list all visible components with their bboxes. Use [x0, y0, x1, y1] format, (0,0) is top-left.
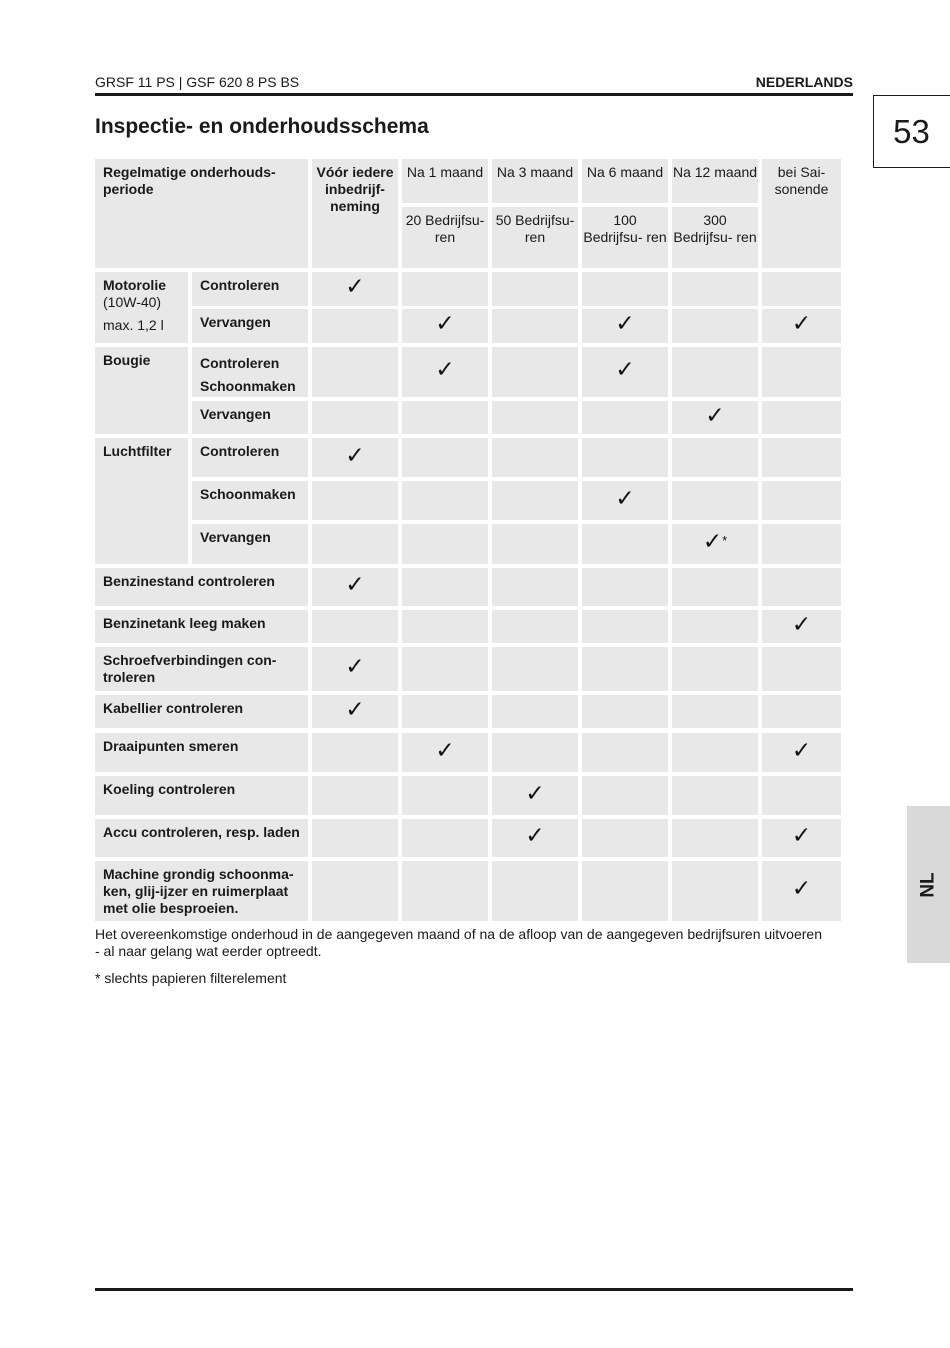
schedule-cell: [582, 438, 668, 477]
schedule-cell: [492, 647, 578, 691]
row-action-label: Koeling controleren: [95, 776, 308, 815]
group-motoroil-qty: max. 1,2 l: [103, 317, 164, 333]
schedule-cell: [492, 309, 578, 343]
row-action-label: Controleren: [192, 272, 308, 306]
group-motoroil: [95, 272, 188, 343]
row-action-label: Benzinestand controleren: [95, 568, 308, 606]
check-mark-icon: ✓: [345, 653, 365, 679]
schedule-cell: [402, 481, 488, 520]
schedule-cell: [492, 610, 578, 643]
schedule-cell: [582, 861, 668, 921]
header-hours-20: 20 Bedrijfsu- ren: [402, 207, 488, 268]
schedule-cell: [672, 438, 758, 477]
schedule-cell: [582, 272, 668, 306]
schedule-cell: [492, 524, 578, 564]
schedule-cell: [672, 568, 758, 606]
schedule-cell: [492, 861, 578, 921]
footnote-instruction: Het overeenkomstige onderhoud in de aangegeven maand of na de afloop van de aangegeven bedrijfsuren uitvoeren: [95, 926, 822, 942]
footnote-asterisk: * slechts papieren filterelement: [95, 970, 287, 986]
row-action-label: Draaipunten smeren: [95, 733, 308, 772]
page-title: Inspectie- en onderhoudsschema: [95, 115, 429, 138]
footer-rule: [95, 1288, 853, 1291]
schedule-cell: [492, 695, 578, 728]
schedule-cell: [312, 776, 398, 815]
header-rule: [95, 93, 853, 96]
row-action-label: Benzinetank leeg maken: [95, 610, 308, 643]
schedule-cell: [672, 347, 758, 397]
schedule-cell: [402, 610, 488, 643]
schedule-cell: [672, 309, 758, 343]
schedule-cell: [492, 481, 578, 520]
footnote-instruction-cont: - al naar gelang wat eerder optreedt.: [95, 943, 322, 959]
schedule-cell: [402, 438, 488, 477]
group-spark-plug: Bougie: [95, 347, 188, 434]
header-hours-100: 100 Bedrijfsu- ren: [582, 207, 668, 268]
schedule-cell: [402, 647, 488, 691]
schedule-cell: [672, 610, 758, 643]
schedule-cell: [762, 524, 841, 564]
header-month-12: Na 12 maand: [672, 159, 758, 203]
schedule-cell: [402, 861, 488, 921]
schedule-cell: [402, 776, 488, 815]
group-air-filter: Luchtfilter: [95, 438, 188, 564]
row-action-label: Accu controleren, resp. laden: [95, 819, 308, 857]
schedule-cell: [312, 481, 398, 520]
check-mark-icon: ✓: [525, 822, 545, 848]
schedule-cell: [492, 733, 578, 772]
schedule-cell: [492, 272, 578, 306]
group-motoroil-name: Motorolie: [103, 277, 166, 293]
schedule-cell: [492, 401, 578, 434]
schedule-cell: [762, 568, 841, 606]
schedule-cell: [402, 568, 488, 606]
check-mark-icon: ✓: [791, 610, 812, 637]
row-action-label: Vervangen: [192, 309, 308, 343]
language-tab-label: NL: [917, 871, 939, 898]
header-month-3: Na 3 maand: [492, 159, 578, 203]
schedule-cell: [762, 776, 841, 815]
schedule-cell: [672, 481, 758, 520]
schedule-cell: [672, 695, 758, 728]
schedule-cell: [312, 610, 398, 643]
schedule-cell: [582, 568, 668, 606]
schedule-cell: [582, 610, 668, 643]
schedule-cell: [582, 733, 668, 772]
check-mark-icon: ✓: [791, 310, 812, 336]
schedule-cell: [582, 695, 668, 728]
schedule-cell: [582, 401, 668, 434]
row-action-label: Machine grondig schoonma- ken, glij-ijzer en ruimerplaat met olie besproeien.: [95, 861, 308, 921]
check-mark-icon: ✓: [791, 875, 812, 901]
header-month-1: Na 1 maand: [402, 159, 488, 203]
footnote-asterisk-mark: *: [722, 533, 728, 548]
check-mark-icon: ✓: [615, 310, 635, 336]
row-action-label: Vervangen: [192, 401, 308, 434]
row-action-label: Schroefverbindingen con- troleren: [95, 647, 308, 691]
schedule-cell: [402, 819, 488, 857]
check-mark-icon: ✓: [345, 571, 365, 597]
check-mark-icon: ✓: [615, 356, 635, 382]
schedule-cell: [762, 695, 841, 728]
group-motoroil-spec: (10W-40): [103, 294, 162, 310]
check-mark-icon: ✓: [525, 779, 545, 806]
schedule-cell: [402, 272, 488, 306]
schedule-cell: [402, 524, 488, 564]
header-before-each-use: Vóór iedere inbedrijf- neming: [312, 159, 398, 268]
check-mark-icon: ✓: [345, 273, 365, 299]
schedule-cell: [492, 347, 578, 397]
schedule-cell: [312, 524, 398, 564]
header-season-end: bei Sai- sonende: [762, 159, 841, 268]
schedule-cell: [312, 861, 398, 921]
header-hours-50: 50 Bedrijfsu- ren: [492, 207, 578, 268]
schedule-cell: [312, 401, 398, 434]
schedule-cell: [312, 819, 398, 857]
schedule-cell: [582, 524, 668, 564]
schedule-cell: [762, 647, 841, 691]
check-mark-icon: ✓: [705, 401, 725, 428]
schedule-cell: [402, 695, 488, 728]
schedule-cell: [672, 272, 758, 306]
check-mark-icon: ✓: [615, 484, 635, 511]
schedule-cell: [492, 438, 578, 477]
schedule-cell: [762, 401, 841, 434]
schedule-cell: [492, 568, 578, 606]
header-model: GRSF 11 PS | GSF 620 8 PS BS: [95, 74, 300, 90]
check-mark-icon: ✓: [435, 356, 455, 382]
schedule-cell: [312, 309, 398, 343]
row-action-label: Controleren: [192, 438, 308, 477]
row-action-label: Kabellier controleren: [95, 695, 308, 728]
schedule-cell: [402, 401, 488, 434]
row-action-label: Controleren Schoonmaken: [192, 347, 308, 397]
schedule-cell: [312, 733, 398, 772]
row-action-label: Vervangen: [192, 524, 308, 564]
check-mark-icon: ✓: [791, 736, 812, 763]
check-mark-icon: ✓*: [702, 528, 728, 554]
schedule-cell: [582, 647, 668, 691]
header-period: Regelmatige onderhouds- periode: [95, 159, 308, 268]
language-tab: [907, 806, 950, 963]
check-mark-icon: ✓: [345, 441, 365, 468]
schedule-cell: [762, 481, 841, 520]
schedule-cell: [672, 733, 758, 772]
check-mark-icon: ✓: [435, 310, 455, 336]
check-mark-icon: ✓: [435, 736, 455, 763]
schedule-cell: [672, 647, 758, 691]
page-number: 53: [873, 95, 950, 168]
schedule-cell: [672, 819, 758, 857]
schedule-cell: [582, 819, 668, 857]
row-action-label: Schoonmaken: [192, 481, 308, 520]
header-language: NEDERLANDS: [755, 74, 853, 90]
check-mark-icon: ✓: [791, 822, 812, 848]
schedule-cell: [312, 347, 398, 397]
schedule-cell: [582, 776, 668, 815]
schedule-cell: [672, 861, 758, 921]
schedule-cell: [762, 347, 841, 397]
header-hours-300: 300 Bedrijfsu- ren: [672, 207, 758, 268]
schedule-cell: [672, 776, 758, 815]
header-month-6: Na 6 maand: [582, 159, 668, 203]
schedule-cell: [762, 438, 841, 477]
check-mark-icon: ✓: [345, 695, 365, 722]
schedule-cell: [762, 272, 841, 306]
